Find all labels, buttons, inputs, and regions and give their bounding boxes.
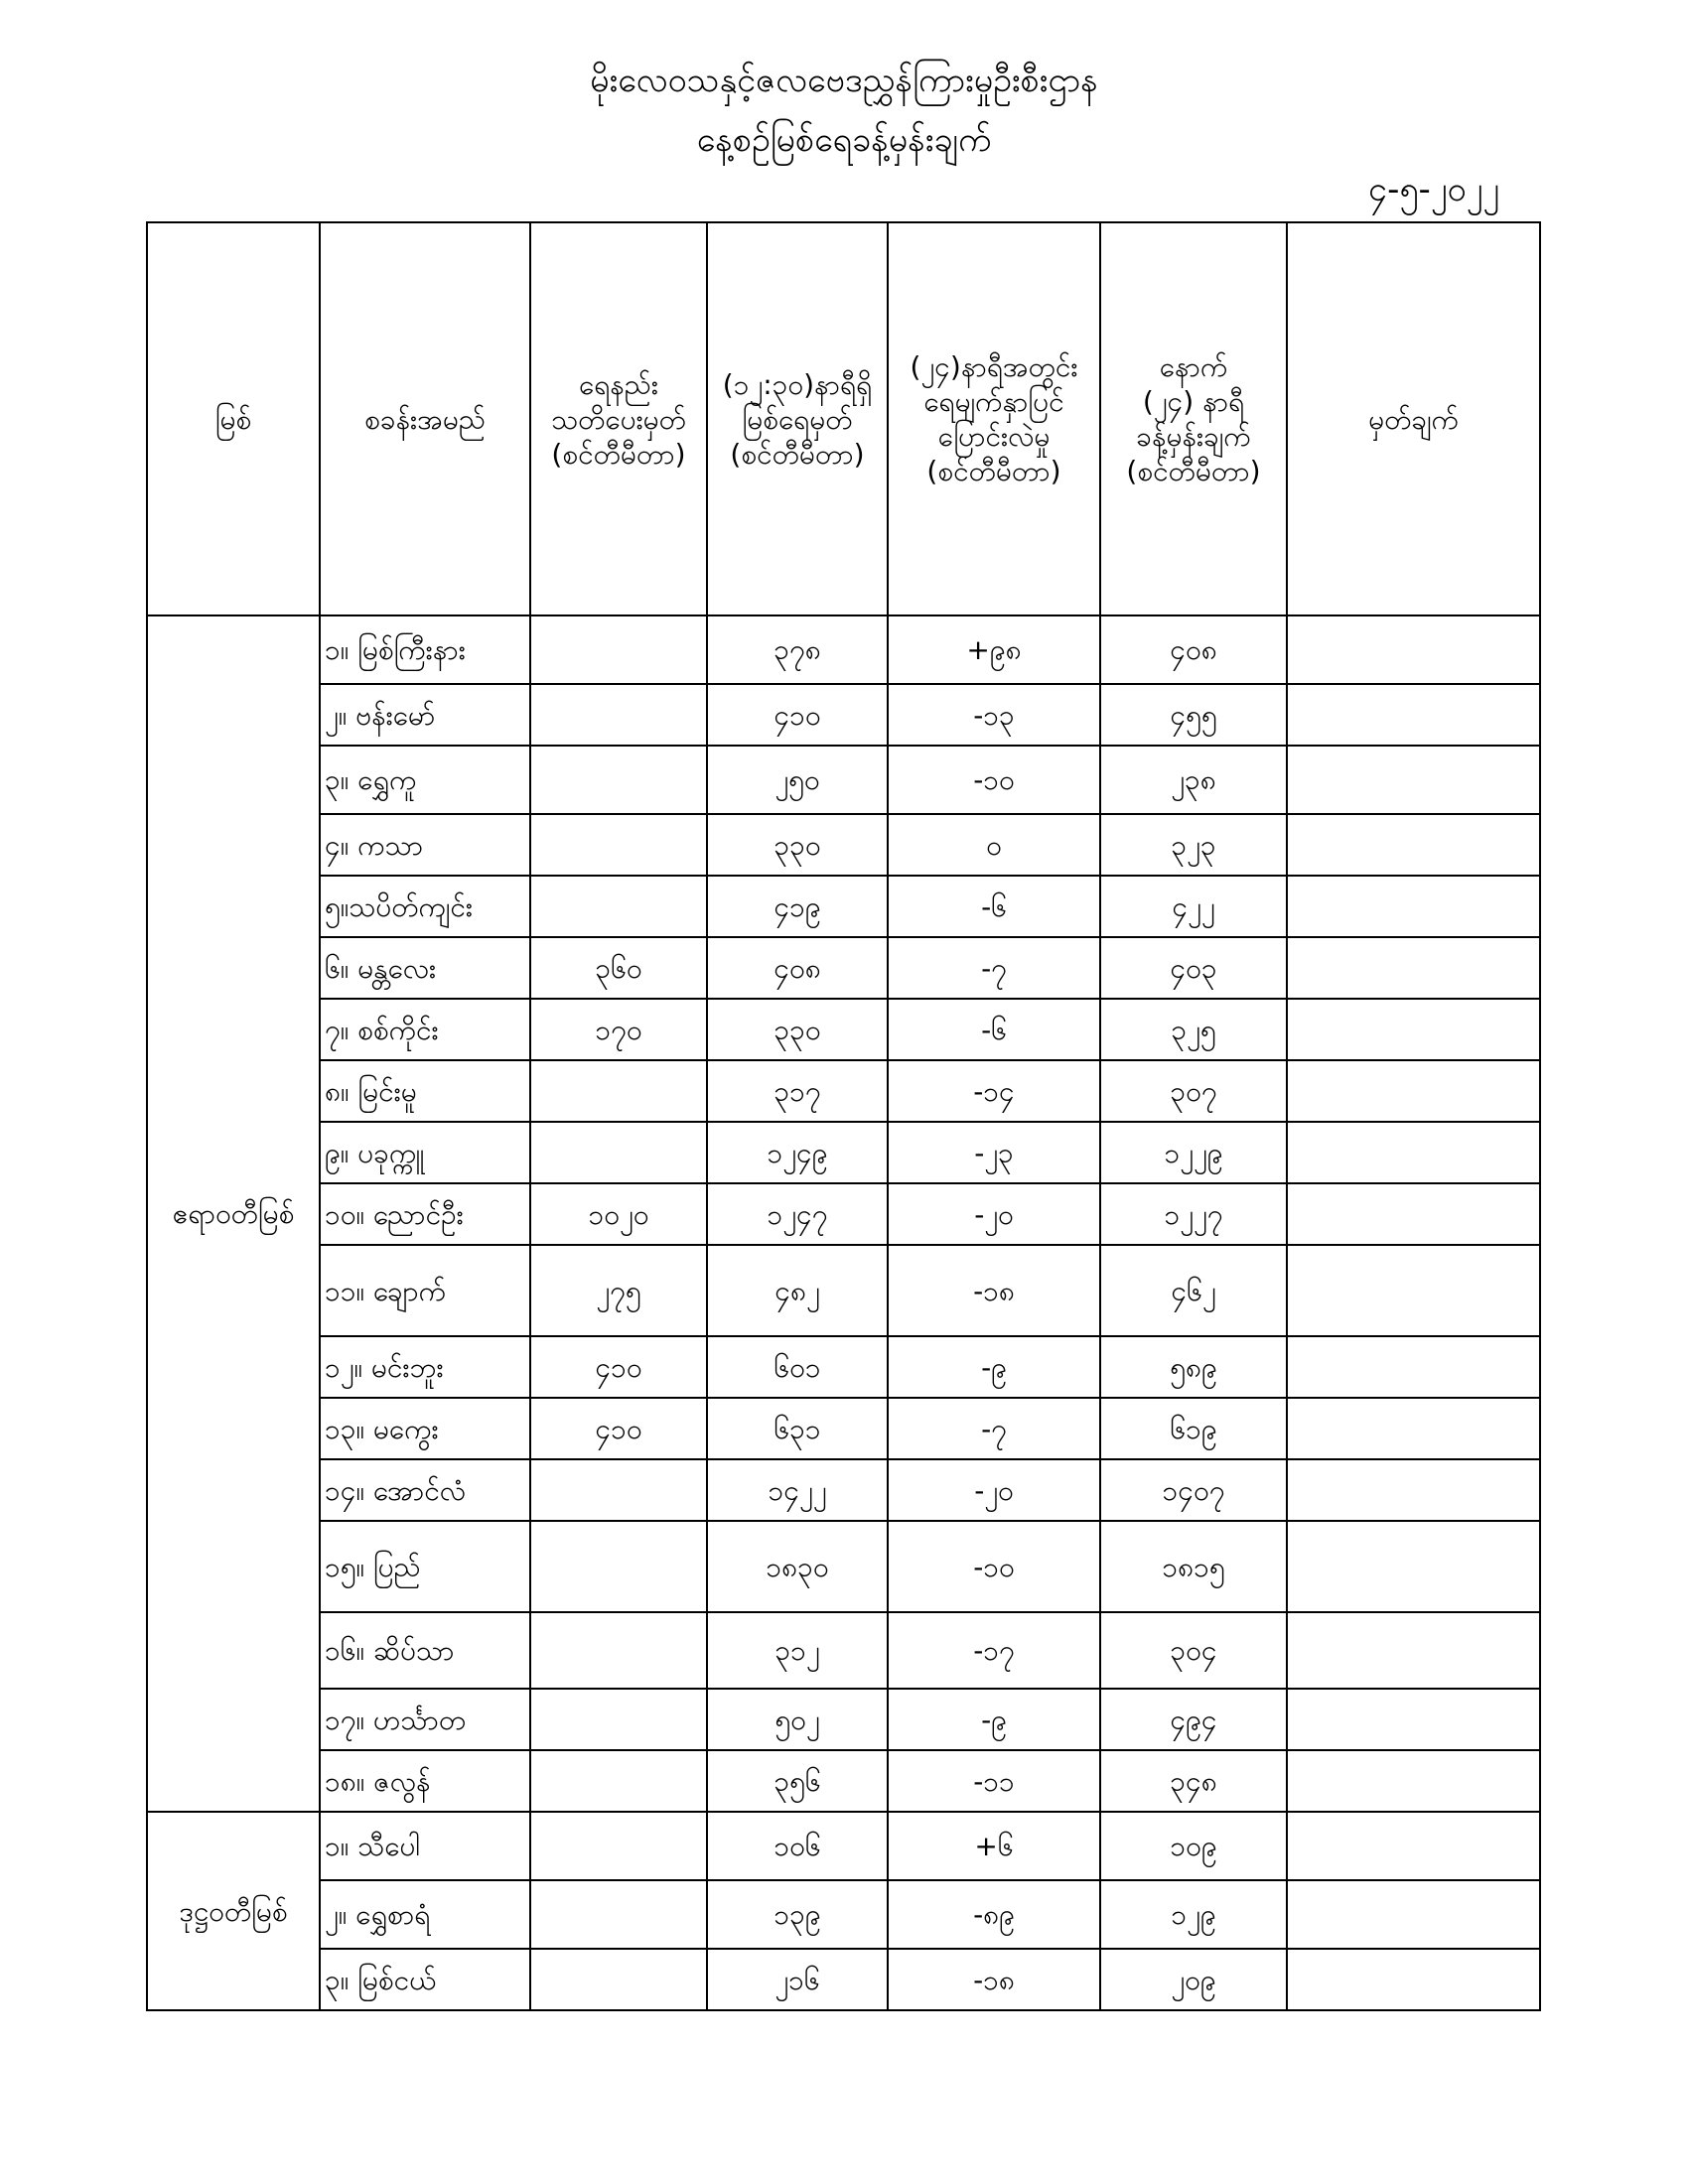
remark-cell	[1287, 999, 1540, 1060]
danger-cell: ၂၇၅	[530, 1245, 707, 1336]
level-cell: ၂၅၀	[707, 746, 888, 814]
change-cell: -၈၉	[888, 1880, 1100, 1949]
header-level-line: မြစ်ရေမှတ်	[742, 402, 853, 436]
change-cell: -၁၀	[888, 1521, 1100, 1612]
header-danger-line: (စင်တီမီတာ)	[551, 437, 686, 471]
forecast-cell: ၄၆၂	[1100, 1245, 1287, 1336]
table-row	[147, 999, 1540, 1060]
header-forecast-line: ခန့်မှန်းချက်	[1136, 420, 1251, 453]
remark-cell	[1287, 1949, 1540, 2010]
forecast-cell: ၁၈၁၅	[1100, 1521, 1287, 1612]
danger-cell: ၃၆၀	[530, 937, 707, 999]
level-cell: ၆၃၁	[707, 1398, 888, 1459]
table-row	[147, 684, 1540, 746]
remark-cell	[1287, 1398, 1540, 1459]
table-row	[147, 746, 1540, 814]
level-cell: ၄၈၂	[707, 1245, 888, 1336]
header-danger-line: ရေနည်း	[579, 367, 658, 401]
change-cell: -၁၇	[888, 1612, 1100, 1689]
change-cell: -၁၄	[888, 1060, 1100, 1122]
table-row	[147, 1812, 1540, 1880]
header-change-line: ရေမျက်နှာပြင်	[923, 385, 1064, 418]
danger-cell: ၄၁၀	[530, 1398, 707, 1459]
station-cell: ၁၆။ ဆိပ်သာ	[320, 1612, 530, 1689]
table-row	[147, 1750, 1540, 1812]
change-cell: -၆	[888, 876, 1100, 937]
change-cell: -၁၁	[888, 1750, 1100, 1812]
change-cell: -၂၃	[888, 1122, 1100, 1183]
remark-cell	[1287, 937, 1540, 999]
change-cell: ၀	[888, 814, 1100, 876]
header-danger-level	[530, 222, 707, 615]
table-row	[147, 1183, 1540, 1245]
table-row	[147, 1122, 1540, 1183]
forecast-cell: ၁၂၂၉	[1100, 1122, 1287, 1183]
change-cell: -၉	[888, 1336, 1100, 1398]
change-cell: -၁၃	[888, 684, 1100, 746]
level-cell: ၁၂၄၉	[707, 1122, 888, 1183]
danger-cell	[530, 1521, 707, 1612]
header-forecast-line: (၂၄) နာရီ	[1142, 385, 1245, 418]
level-cell: ၃၁၇	[707, 1060, 888, 1122]
header-row	[147, 222, 1540, 615]
station-cell: ၇။ စစ်ကိုင်း	[320, 999, 530, 1060]
table-body	[147, 615, 1540, 2010]
header-water-level	[707, 222, 888, 615]
remark-cell	[1287, 1183, 1540, 1245]
remark-cell	[1287, 876, 1540, 937]
station-cell: ၅။သပိတ်ကျင်း	[320, 876, 530, 937]
table-row	[147, 615, 1540, 684]
level-cell: ၃၁၂	[707, 1612, 888, 1689]
level-cell: ၂၁၆	[707, 1949, 888, 2010]
table-row	[147, 1245, 1540, 1336]
station-cell: ၁။ မြစ်ကြီးနား	[320, 615, 530, 684]
river-level-table	[146, 221, 1541, 2011]
station-cell: ၁၂။ မင်းဘူး	[320, 1336, 530, 1398]
table-row	[147, 1521, 1540, 1612]
header-change	[888, 222, 1100, 615]
remark-cell	[1287, 1750, 1540, 1812]
danger-cell	[530, 1122, 707, 1183]
change-cell: +၆	[888, 1812, 1100, 1880]
forecast-cell: ၄၀၃	[1100, 937, 1287, 999]
remark-cell	[1287, 1880, 1540, 1949]
remark-cell	[1287, 1122, 1540, 1183]
table-row	[147, 1880, 1540, 1949]
level-cell: ၄၁၀	[707, 684, 888, 746]
forecast-cell: ၄၂၂	[1100, 876, 1287, 937]
level-cell: ၁၃၉	[707, 1880, 888, 1949]
table-row	[147, 1336, 1540, 1398]
level-cell: ၄၁၉	[707, 876, 888, 937]
table-row	[147, 1060, 1540, 1122]
forecast-cell: ၄၅၅	[1100, 684, 1287, 746]
forecast-cell: ၃၀၇	[1100, 1060, 1287, 1122]
header-station: စခန်းအမည်	[320, 222, 530, 615]
header-river: မြစ်	[147, 222, 320, 615]
level-cell: ၃၇၈	[707, 615, 888, 684]
danger-cell: ၄၁၀	[530, 1336, 707, 1398]
remark-cell	[1287, 1612, 1540, 1689]
remark-cell	[1287, 1812, 1540, 1880]
level-cell: ၅၀၂	[707, 1689, 888, 1750]
header-change-line: ပြောင်းလဲမှု	[937, 420, 1051, 453]
table-row	[147, 1398, 1540, 1459]
forecast-cell: ၂၀၉	[1100, 1949, 1287, 2010]
station-cell: ၁။ သီပေါ	[320, 1812, 530, 1880]
header-change-line: (စင်တီမီတာ)	[926, 455, 1061, 487]
forecast-cell: ၃၄၈	[1100, 1750, 1287, 1812]
remark-cell	[1287, 746, 1540, 814]
remark-cell	[1287, 1060, 1540, 1122]
level-cell: ၁၈၃၀	[707, 1521, 888, 1612]
level-cell: ၃၃၀	[707, 999, 888, 1060]
remark-cell	[1287, 1689, 1540, 1750]
forecast-cell: ၂၃၈	[1100, 746, 1287, 814]
table-row	[147, 1459, 1540, 1521]
river-name-cell: ဧရာဝတီမြစ်	[147, 615, 320, 1812]
danger-cell	[530, 814, 707, 876]
forecast-cell: ၃၂၅	[1100, 999, 1287, 1060]
remark-cell	[1287, 1245, 1540, 1336]
danger-cell	[530, 1459, 707, 1521]
river-name-cell: ဒုဋ္ဌဝတီမြစ်	[147, 1812, 320, 2010]
forecast-cell: ၁၄၀၇	[1100, 1459, 1287, 1521]
station-cell: ၆။ မန္တလေး	[320, 937, 530, 999]
remark-cell	[1287, 814, 1540, 876]
danger-cell	[530, 1612, 707, 1689]
danger-cell	[530, 1812, 707, 1880]
header-level-line: (စင်တီမီတာ)	[730, 437, 865, 471]
station-cell: ၁၄။ အောင်လံ	[320, 1459, 530, 1521]
forecast-cell: ၆၁၉	[1100, 1398, 1287, 1459]
remark-cell	[1287, 684, 1540, 746]
danger-cell	[530, 615, 707, 684]
station-cell: ၃။ ရွှေကူ	[320, 746, 530, 814]
danger-cell	[530, 1880, 707, 1949]
remark-cell	[1287, 615, 1540, 684]
station-cell: ၂။ ဗန်းမော်	[320, 684, 530, 746]
danger-cell: ၁၀၂၀	[530, 1183, 707, 1245]
station-cell: ၁၀။ ညောင်ဦး	[320, 1183, 530, 1245]
report-date: ၄-၅-၂၀၂၂	[1367, 170, 1499, 209]
station-cell: ၉။ ပခုက္ကူ	[320, 1122, 530, 1183]
remark-cell	[1287, 1521, 1540, 1612]
station-cell: ၈။ မြင်းမူ	[320, 1060, 530, 1122]
level-cell: ၃၃၀	[707, 814, 888, 876]
change-cell: -၇	[888, 1398, 1100, 1459]
change-cell: -၁၈	[888, 1245, 1100, 1336]
level-cell: ၁၀၆	[707, 1812, 888, 1880]
forecast-cell: ၄၉၄	[1100, 1689, 1287, 1750]
forecast-cell: ၁၀၉	[1100, 1812, 1287, 1880]
change-cell: +၉၈	[888, 615, 1100, 684]
station-cell: ၁၈။ ဇလွန်	[320, 1750, 530, 1812]
station-cell: ၃။ မြစ်ငယ်	[320, 1949, 530, 2010]
level-cell: ၃၅၆	[707, 1750, 888, 1812]
header-forecast-line: (စင်တီမီတာ)	[1126, 455, 1261, 487]
danger-cell	[530, 1689, 707, 1750]
station-cell: ၂။ ရွှေစာရံ	[320, 1880, 530, 1949]
forecast-cell: ၅၈၉	[1100, 1336, 1287, 1398]
forecast-cell: ၄၀၈	[1100, 615, 1287, 684]
danger-cell	[530, 1060, 707, 1122]
station-cell: ၁၃။ မကွေး	[320, 1398, 530, 1459]
station-cell: ၁၅။ ပြည်	[320, 1521, 530, 1612]
danger-cell	[530, 876, 707, 937]
report-title: နေ့စဉ်မြစ်ရေခန့်မှန်းချက်	[696, 120, 992, 160]
level-cell: ၁၂၄၇	[707, 1183, 888, 1245]
danger-cell: ၁၇၀	[530, 999, 707, 1060]
department-title: မိုးလေဝသနှင့်ဇလဗေဒညွှန်ကြားမှုဦးစီးဌာန	[590, 61, 1098, 100]
forecast-cell: ၃၀၄	[1100, 1612, 1287, 1689]
change-cell: -၂၀	[888, 1459, 1100, 1521]
change-cell: -၂၀	[888, 1183, 1100, 1245]
danger-cell	[530, 1949, 707, 2010]
header-forecast	[1100, 222, 1287, 615]
table-row	[147, 814, 1540, 876]
change-cell: -၆	[888, 999, 1100, 1060]
change-cell: -၁၀	[888, 746, 1100, 814]
header-level-line: (၁၂:၃၀)နာရီရှိ	[722, 367, 873, 401]
station-cell: ၄။ ကသာ	[320, 814, 530, 876]
forecast-cell: ၁၂၉	[1100, 1880, 1287, 1949]
level-cell: ၄၀၈	[707, 937, 888, 999]
remark-cell	[1287, 1459, 1540, 1521]
header-forecast-line: နောက်	[1159, 350, 1228, 383]
danger-cell	[530, 746, 707, 814]
forecast-cell: ၃၂၃	[1100, 814, 1287, 876]
table-row	[147, 876, 1540, 937]
remark-cell	[1287, 1336, 1540, 1398]
station-cell: ၁၁။ ချောက်	[320, 1245, 530, 1336]
forecast-cell: ၁၂၂၇	[1100, 1183, 1287, 1245]
header-change-line: (၂၄)နာရီအတွင်း	[910, 350, 1078, 383]
danger-cell	[530, 1750, 707, 1812]
level-cell: ၆၀၁	[707, 1336, 888, 1398]
header-remark: မှတ်ချက်	[1287, 222, 1540, 615]
station-cell: ၁၇။ ဟင်္သာတ	[320, 1689, 530, 1750]
change-cell: -၉	[888, 1689, 1100, 1750]
level-cell: ၁၄၂၂	[707, 1459, 888, 1521]
danger-cell	[530, 684, 707, 746]
table-row	[147, 1612, 1540, 1689]
table-row	[147, 937, 1540, 999]
table-row	[147, 1949, 1540, 2010]
header-danger-line: သတိပေးမှတ်	[551, 402, 686, 436]
table-row	[147, 1689, 1540, 1750]
change-cell: -၁၈	[888, 1949, 1100, 2010]
change-cell: -၇	[888, 937, 1100, 999]
